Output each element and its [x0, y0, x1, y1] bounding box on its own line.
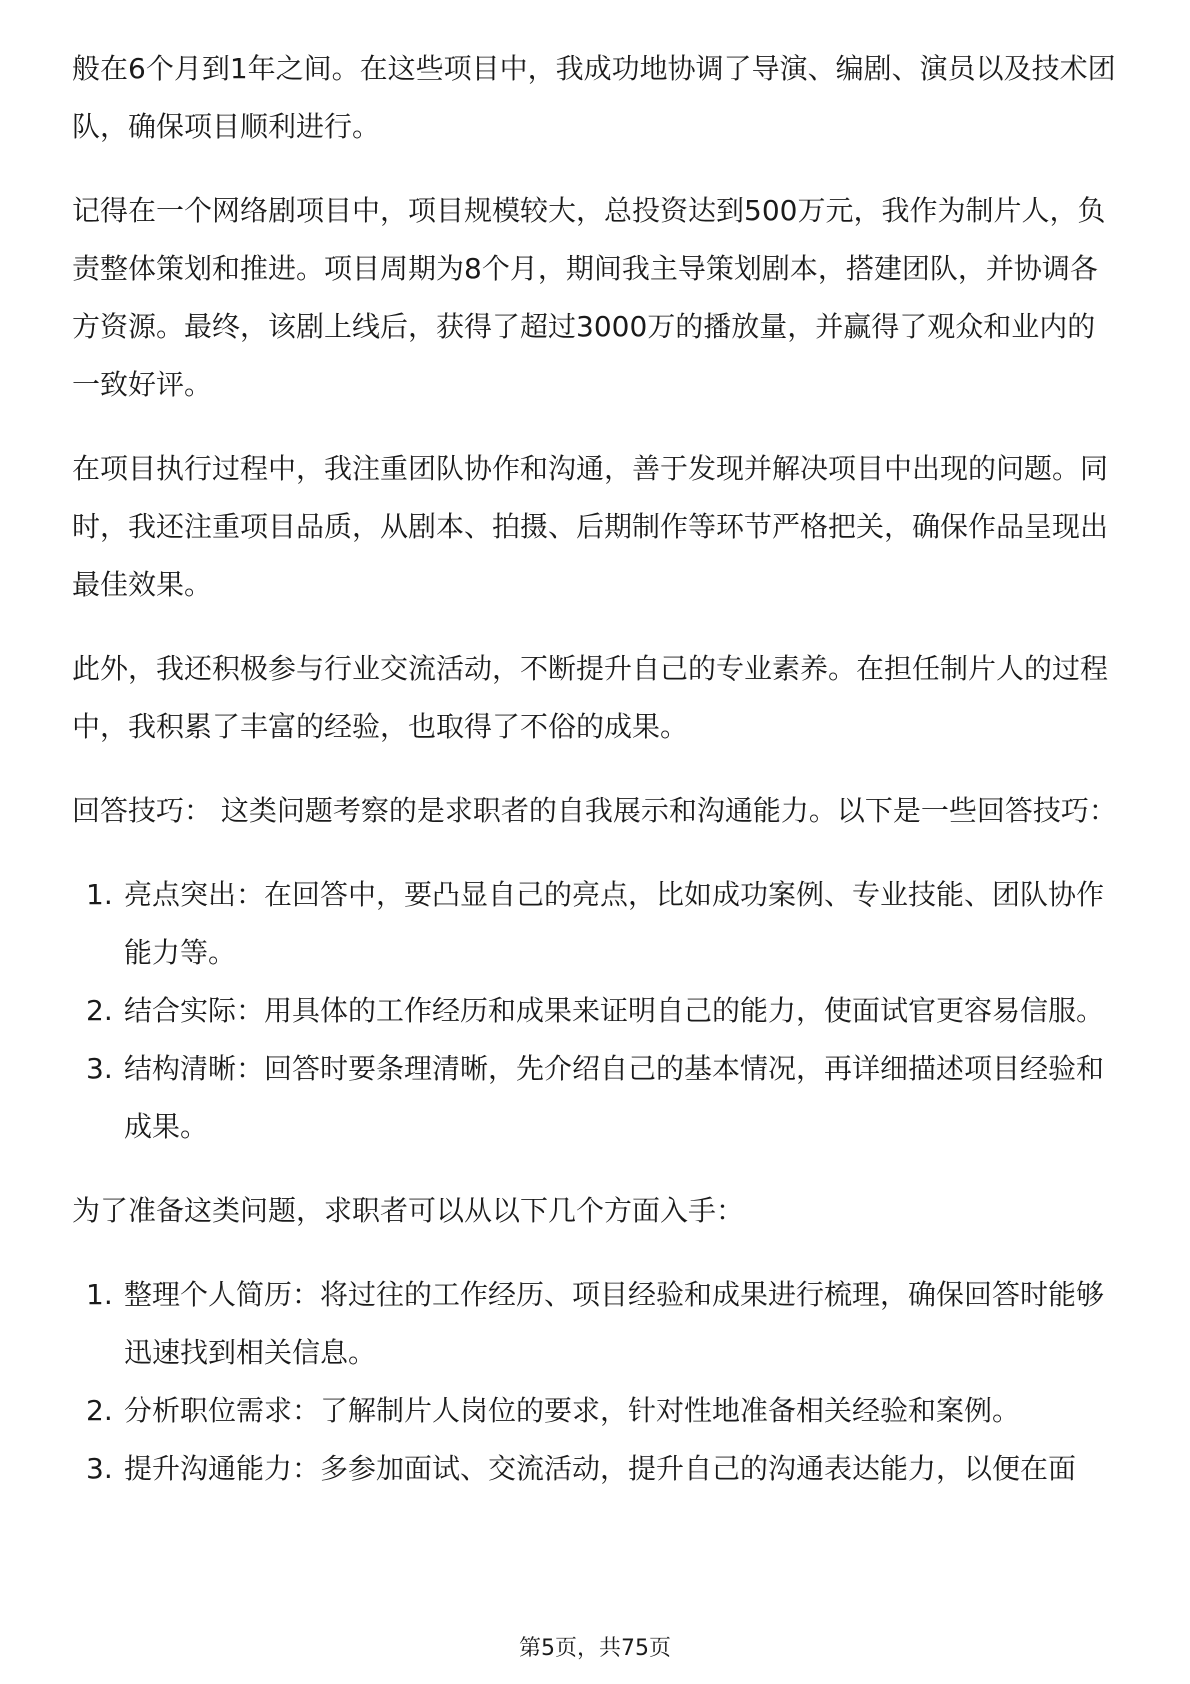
- page-number: 第5页，共75页: [519, 1636, 671, 1661]
- answer-tips-heading: 回答技巧： 这类问题考察的是求职者的自我展示和沟通能力。以下是一些回答技巧：: [72, 794, 1117, 827]
- list-number: 2.: [86, 1394, 113, 1427]
- list-item-text: 结合实际：用具体的工作经历和成果来证明自己的能力，使面试官更容易信服。: [124, 994, 1105, 1027]
- paragraph: 在项目执行过程中，我注重团队协作和沟通，善于发现并解决项目中出现的问题。同时，我还注重项目品质，从剧本、拍摄、后期制作等环节严格把关，确保作品呈现出最佳效果。: [72, 452, 1109, 601]
- list-item: [72, 982, 1120, 1040]
- list-item-text: 分析职位需求：了解制片人岗位的要求，针对性地准备相关经验和案例。: [124, 1394, 1021, 1427]
- list-item-text: 结构清晰：回答时要条理清晰，先介绍自己的基本情况，再详细描述项目经验和成果。: [124, 1052, 1105, 1143]
- tips-list: [72, 866, 1120, 1156]
- paragraph: 此外，我还积极参与行业交流活动，不断提升自己的专业素养。在担任制片人的过程中，我积累了丰富的经验，也取得了不俗的成果。: [72, 652, 1109, 743]
- list-item: [72, 866, 1120, 982]
- list-item: [72, 1040, 1120, 1156]
- paragraph: 记得在一个网络剧项目中，项目规模较大，总投资达到500万元，我作为制片人，负责整体策划和推进。项目周期为8个月，期间我主导策划剧本，搭建团队，并协调各方资源。最终，该剧上线后，获得了超过3000万的播放量，并赢得了观众和业内的一致好评。: [72, 194, 1106, 401]
- list-item: [72, 1440, 1120, 1498]
- list-number: 1.: [86, 878, 113, 911]
- list-item-text: 提升沟通能力：多参加面试、交流活动，提升自己的沟通表达能力，以便在面: [124, 1452, 1077, 1485]
- list-number: 1.: [86, 1278, 113, 1311]
- list-number: 3.: [86, 1452, 113, 1485]
- paragraph: 般在6个月到1年之间。在这些项目中，我成功地协调了导演、编剧、演员以及技术团队，确保项目顺利进行。: [72, 52, 1116, 143]
- list-item-text: 亮点突出：在回答中，要凸显自己的亮点，比如成功案例、专业技能、团队协作能力等。: [124, 878, 1105, 969]
- list-item: [72, 1382, 1120, 1440]
- document-body: [72, 40, 1120, 1524]
- list-number: 3.: [86, 1052, 113, 1085]
- list-item-text: 整理个人简历：将过往的工作经历、项目经验和成果进行梳理，确保回答时能够迅速找到相关信息。: [124, 1278, 1105, 1369]
- list-number: 2.: [86, 994, 113, 1027]
- list-item: [72, 1266, 1120, 1382]
- preparation-intro: 为了准备这类问题，求职者可以从以下几个方面入手：: [72, 1194, 745, 1227]
- preparation-list: [72, 1266, 1120, 1498]
